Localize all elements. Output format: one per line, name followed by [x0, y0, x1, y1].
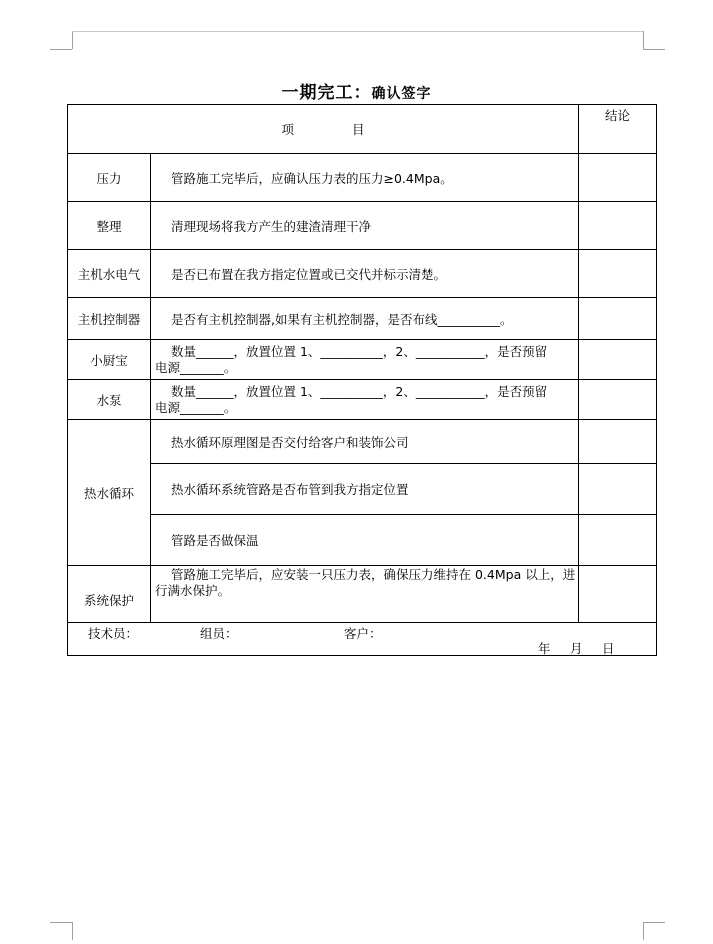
- header-item-char2: 目: [351, 122, 365, 137]
- row-label: 整理: [68, 202, 151, 250]
- row-label: 小厨宝: [68, 340, 151, 380]
- row-result-cell[interactable]: [579, 515, 657, 566]
- row-result-cell[interactable]: [579, 154, 657, 202]
- row-desc: 是否已布置在我方指定位置或已交代并标示清楚。: [151, 250, 579, 298]
- crop-mark-top-left-h: [50, 49, 72, 50]
- crop-mark-top-right-v: [643, 31, 644, 49]
- customer-label: 客户：: [344, 626, 382, 641]
- row-desc-line1: 数量______，放置位置 1、__________，2、___________，是否预留: [171, 343, 548, 359]
- crop-mark-top-left-v: [72, 31, 73, 49]
- row-desc: [151, 380, 579, 420]
- date-year: 年: [538, 641, 551, 656]
- row-desc: 热水循环原理图是否交付给客户和装饰公司: [151, 420, 579, 464]
- checklist-table: [67, 104, 657, 656]
- table-row: [68, 464, 657, 515]
- table-row: [68, 298, 657, 340]
- table-row: [68, 340, 657, 380]
- row-label: 主机控制器: [68, 298, 151, 340]
- date-day: 日: [602, 641, 615, 656]
- row-result-cell[interactable]: [579, 250, 657, 298]
- signature-cell: [68, 623, 657, 656]
- title-main: 一期完工：: [281, 83, 372, 103]
- table-row: [68, 154, 657, 202]
- row-desc-line2: 电源_______。: [155, 359, 237, 375]
- row-desc: 热水循环系统管路是否布管到我方指定位置: [151, 464, 579, 515]
- crop-mark-top-right-h: [643, 49, 665, 50]
- signature-row: [68, 623, 657, 656]
- row-desc-line2: 电源_______。: [155, 399, 237, 415]
- table-row: [68, 380, 657, 420]
- crop-mark-bottom-right-v: [643, 922, 644, 940]
- header-item-char1: 项: [281, 122, 295, 137]
- crop-mark-bottom-left-h: [50, 922, 72, 923]
- document-title: [0, 78, 713, 103]
- table-row: [68, 202, 657, 250]
- row-result-cell[interactable]: [579, 202, 657, 250]
- title-sub: 确认签字: [371, 86, 432, 102]
- row-result-cell[interactable]: [579, 380, 657, 420]
- table-row: [68, 250, 657, 298]
- row-desc-line2: 行满水保护。: [155, 583, 231, 598]
- row-result-cell[interactable]: [579, 464, 657, 515]
- row-result-cell[interactable]: [579, 340, 657, 380]
- header-result-cell: 结论: [579, 105, 657, 154]
- row-desc: [151, 566, 579, 623]
- table-row: [68, 515, 657, 566]
- row-desc: 管路施工完毕后，应确认压力表的压力≥0.4Mpa。: [151, 154, 579, 202]
- date-month: 月: [570, 641, 583, 656]
- crop-mark-bottom-left-v: [72, 922, 73, 940]
- hot-water-label: 热水循环: [68, 420, 151, 566]
- technician-label: 技术员：: [88, 626, 139, 641]
- row-label: 压力: [68, 154, 151, 202]
- row-label: 系统保护: [68, 566, 151, 623]
- table-row: [68, 566, 657, 623]
- row-desc: 管路是否做保温: [151, 515, 579, 566]
- row-result-cell[interactable]: [579, 566, 657, 623]
- row-label: 水泵: [68, 380, 151, 420]
- row-desc: 是否有主机控制器,如果有主机控制器，是否布线__________。: [151, 298, 579, 340]
- row-desc-line1: 管路施工完毕后，应安装一只压力表，确保压力维持在 0.4Mpa 以上，进: [171, 567, 576, 582]
- header-item-cell: [68, 105, 579, 154]
- table-row: [68, 420, 657, 464]
- row-desc: [151, 340, 579, 380]
- row-label: 主机水电气: [68, 250, 151, 298]
- row-result-cell[interactable]: [579, 420, 657, 464]
- row-desc-line1: 数量______，放置位置 1、__________，2、___________，是否预留: [171, 383, 548, 399]
- row-desc: 清理现场将我方产生的建渣清理干净: [151, 202, 579, 250]
- top-rule: [72, 31, 643, 32]
- table-header-row: [68, 105, 657, 154]
- team-label: 组员：: [200, 626, 238, 641]
- row-result-cell[interactable]: [579, 298, 657, 340]
- crop-mark-bottom-right-h: [643, 922, 665, 923]
